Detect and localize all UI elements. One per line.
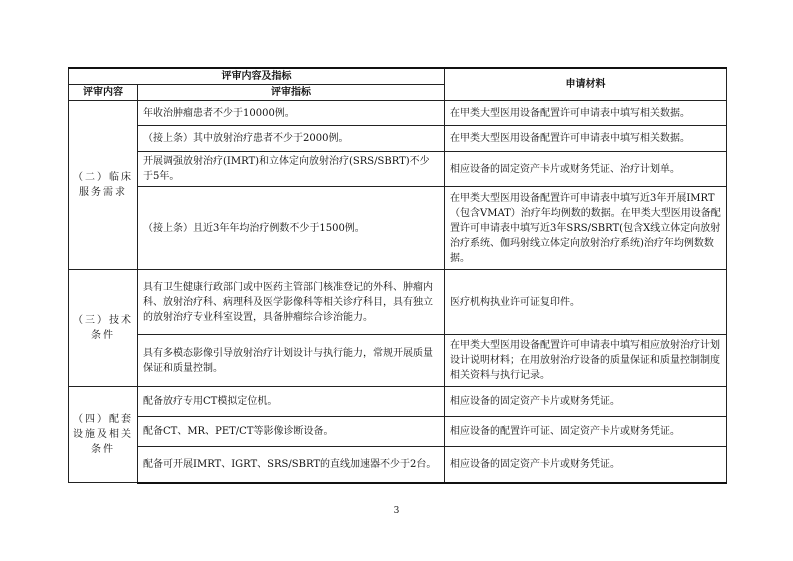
material-cell: 在甲类大型医用设备配置许可申请表中填写近3年开展IMRT（包含VMAT）治疗年均例数的数据。在甲类大型医用设备配置许可申请表中填写近3年SRS/SBRT(包含X线立体定向放射治疗系统、伽玛射线立体定向放射治疗系统)治疗年均例数数据。 (445, 187, 727, 270)
table-row (69, 101, 727, 126)
requirements-table-wrapper (68, 67, 726, 484)
table-row (69, 126, 727, 152)
indicator-cell: 配备放疗专用CT模拟定位机。 (138, 387, 445, 417)
category-supporting-facilities: （四）配套设施及相关条件 (69, 387, 138, 483)
indicator-cell: 具有卫生健康行政部门或中医药主管部门核准登记的外科、肿瘤内科、放射治疗科、病理科及医学影像科等相关诊疗科目，具有独立的放射治疗专业科室设置，具备肿瘤综合诊治能力。 (138, 270, 445, 335)
indicator-cell: 具有多模态影像引导放射治疗计划设计与执行能力，常规开展质量保证和质量控制。 (138, 335, 445, 387)
review-indicator-header: 评审指标 (138, 85, 445, 101)
indicator-cell: （接上条）且近3年年均治疗例数不少于1500例。 (138, 187, 445, 270)
page-number: 3 (393, 506, 400, 516)
indicator-cell: 开展调强放射治疗(IMRT)和立体定向放射治疗(SRS/SBRT)不少于5年。 (138, 152, 445, 187)
table-row (69, 447, 727, 483)
indicator-cell: 年收治肿瘤患者不少于10000例。 (138, 101, 445, 126)
materials-header: 申请材料 (445, 68, 727, 101)
review-content-header: 评审内容 (69, 85, 138, 101)
material-cell: 在甲类大型医用设备配置许可申请表中填写相应放射治疗计划设计说明材料；在用放射治疗设备的质量保证和质量控制制度相关资料与执行记录。 (445, 335, 727, 387)
table-row (69, 187, 727, 270)
material-cell: 相应设备的配置许可证、固定资产卡片或财务凭证。 (445, 417, 727, 447)
table-row (69, 387, 727, 417)
indicator-cell: （接上条）其中放射治疗患者不少于2000例。 (138, 126, 445, 152)
review-group-header: 评审内容及指标 (69, 68, 445, 85)
table-row (69, 152, 727, 187)
requirements-table (68, 67, 727, 484)
category-technical-conditions: （三）技术条件 (69, 270, 138, 387)
material-cell: 相应设备的固定资产卡片或财务凭证。 (445, 387, 727, 417)
material-cell: 相应设备的固定资产卡片或财务凭证。 (445, 447, 727, 483)
table-row (69, 270, 727, 335)
material-cell: 在甲类大型医用设备配置许可申请表中填写相关数据。 (445, 126, 727, 152)
material-cell: 医疗机构执业许可证复印件。 (445, 270, 727, 335)
table-row (69, 335, 727, 387)
indicator-cell: 配备CT、MR、PET/CT等影像诊断设备。 (138, 417, 445, 447)
indicator-cell: 配备可开展IMRT、IGRT、SRS/SBRT的直线加速器不少于2台。 (138, 447, 445, 483)
material-cell: 相应设备的固定资产卡片或财务凭证、治疗计划单。 (445, 152, 727, 187)
material-cell: 在甲类大型医用设备配置许可申请表中填写相关数据。 (445, 101, 727, 126)
category-clinical-demand: （二）临床服务需求 (69, 101, 138, 270)
table-row (69, 417, 727, 447)
